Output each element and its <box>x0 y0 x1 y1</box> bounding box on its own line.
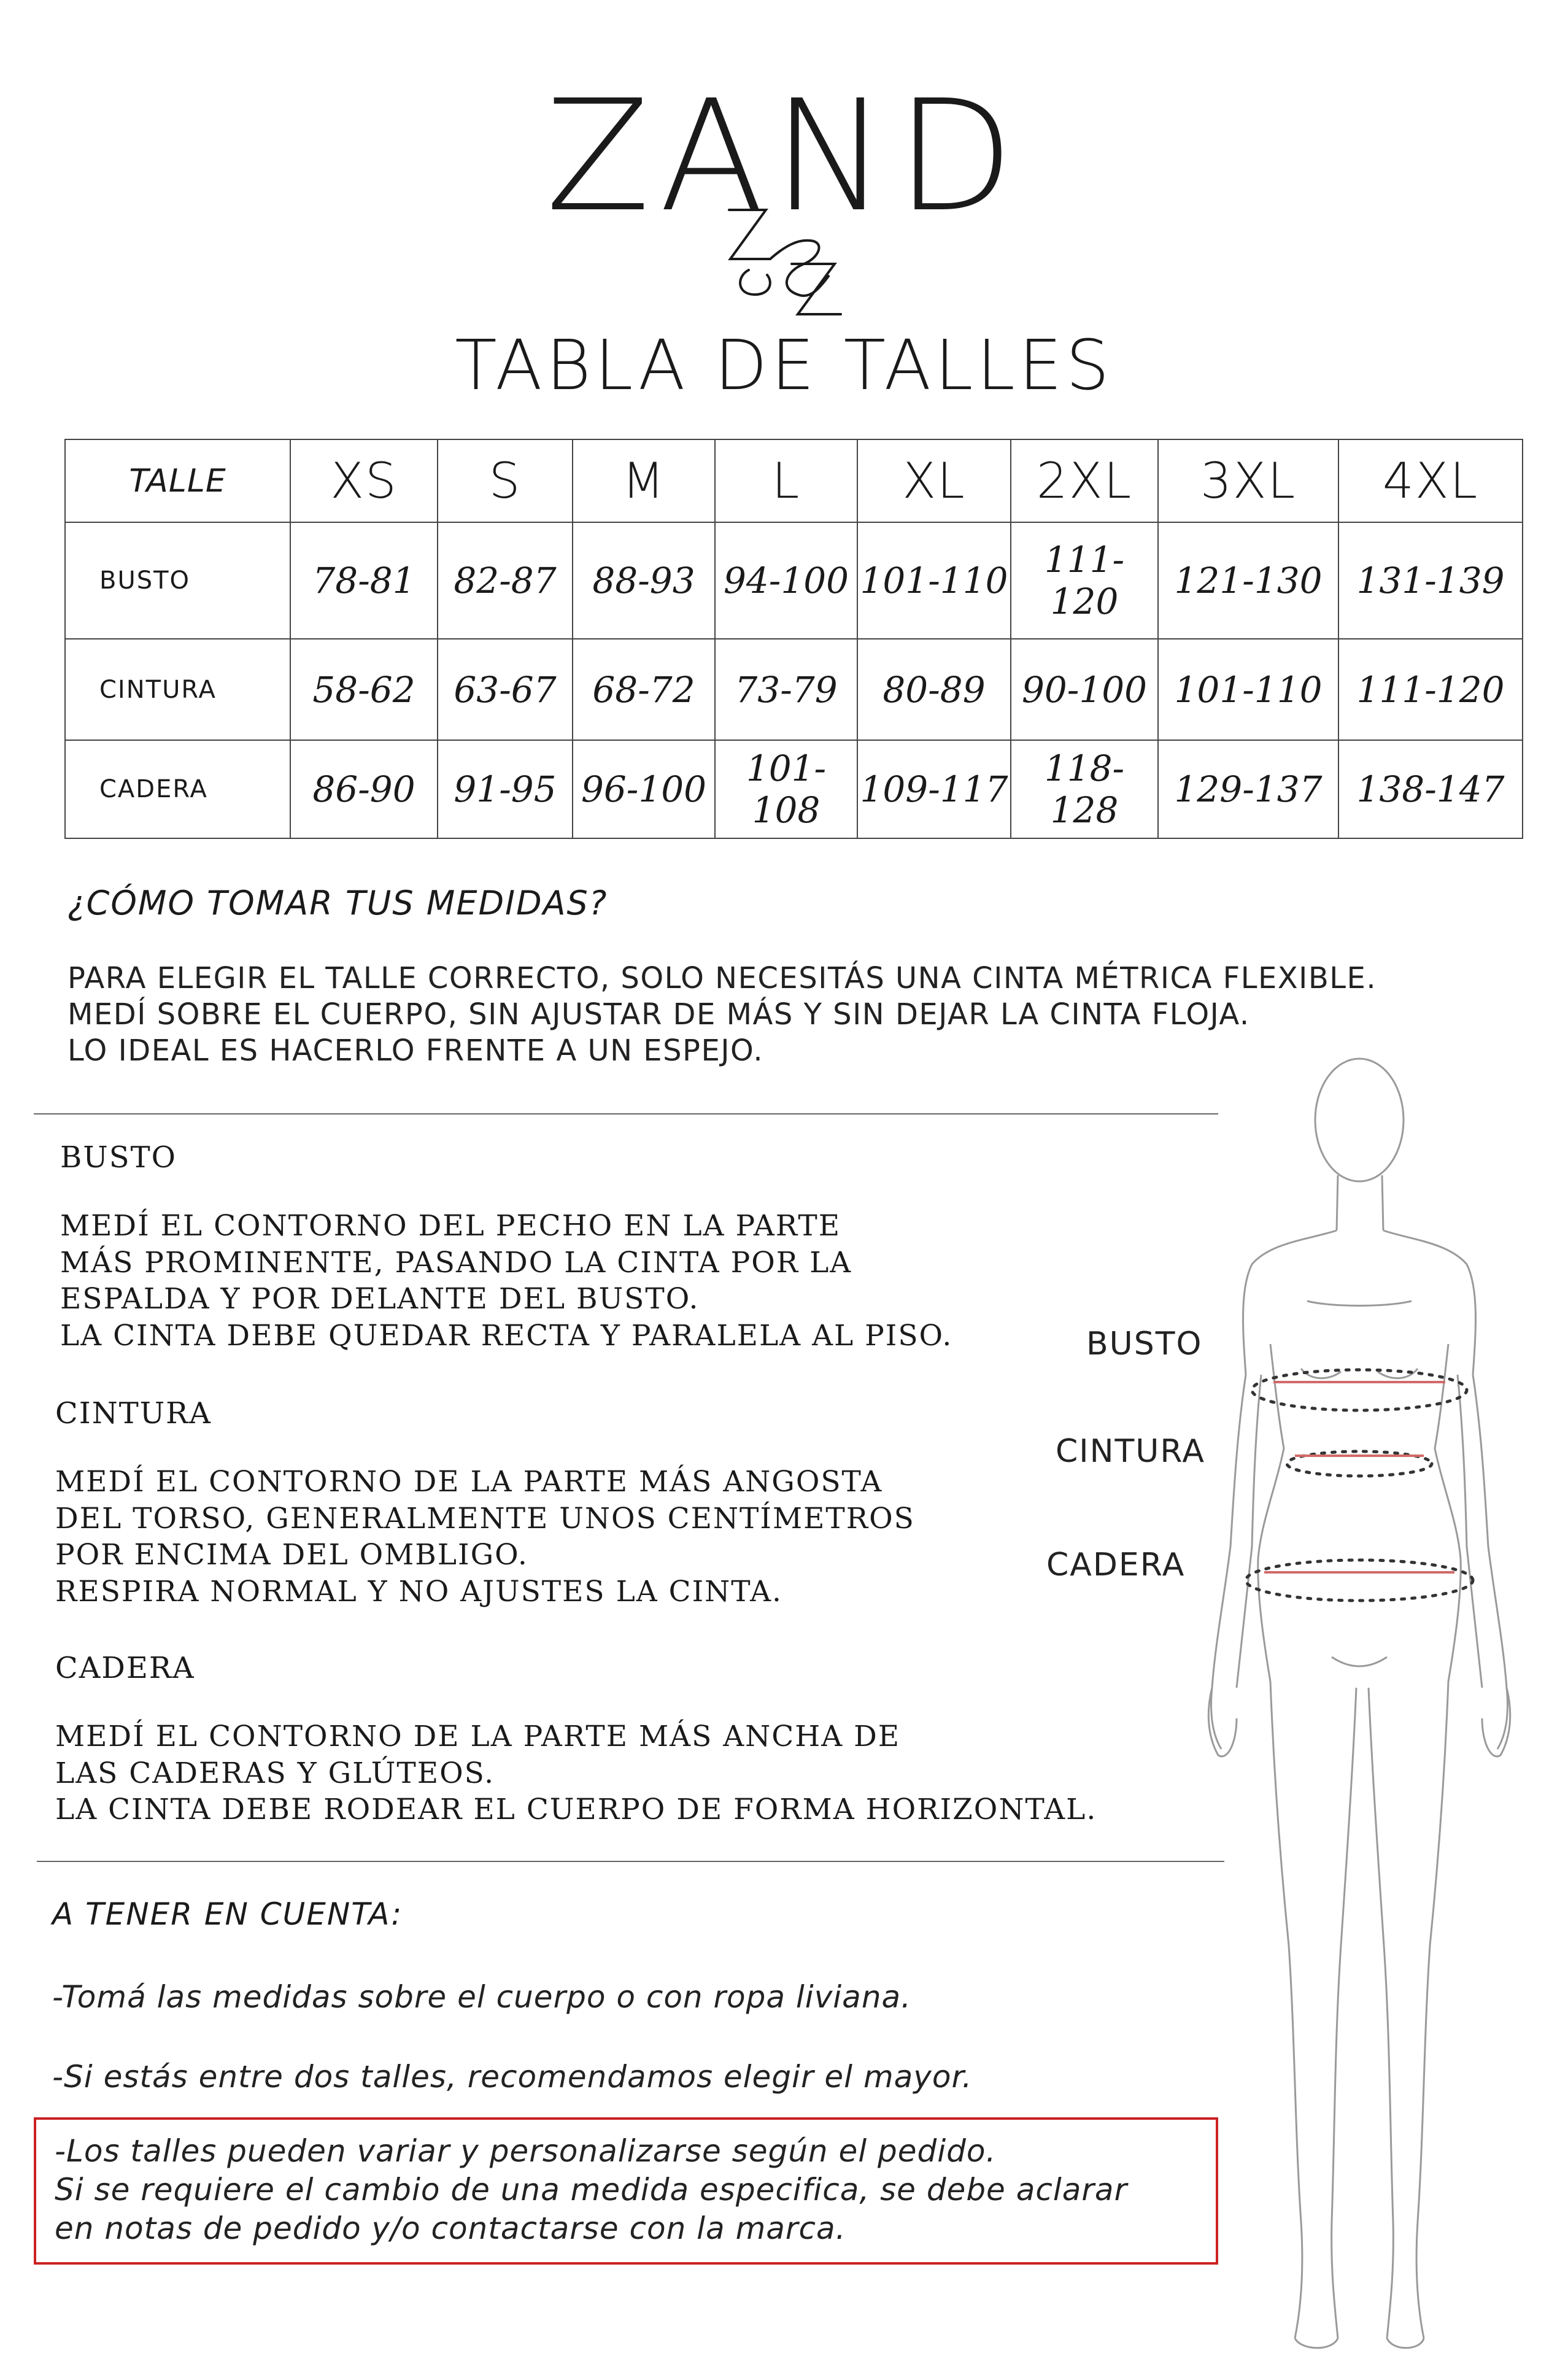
body-line: MÁS PROMINENTE, PASANDO LA CINTA POR LA <box>60 1245 852 1280</box>
table-cell: 68-72 <box>573 639 715 740</box>
size-header: 3XL <box>1158 439 1338 522</box>
size-header: M <box>573 439 715 522</box>
figure-label-cintura: CINTURA <box>1056 1433 1205 1470</box>
table-cell: 82-87 <box>438 522 573 639</box>
note-box-line: -Los talles pueden variar y personalizarse según el pedido. <box>55 2133 997 2169</box>
body-line: LA CINTA DEBE RODEAR EL CUERPO DE FORMA HORIZONTAL. <box>55 1793 1097 1827</box>
intro-line: MEDÍ SOBRE EL CUERPO, SIN AJUSTAR DE MÁS Y SIN DEJAR LA CINTA FLOJA. <box>68 997 1250 1032</box>
header-label: TALLE <box>65 439 290 522</box>
table-cell: 78-81 <box>290 522 438 639</box>
section-title-busto: BUSTO <box>60 1140 177 1175</box>
table-cell: 80-89 <box>857 639 1011 740</box>
table-cell: 121-130 <box>1158 522 1338 639</box>
body-line: MEDÍ EL CONTORNO DEL PECHO EN LA PARTE <box>60 1209 841 1243</box>
body-figure-illustration <box>1203 1056 1522 2357</box>
section-title-cadera: CADERA <box>55 1651 195 1685</box>
brand-monogram-icon <box>712 203 853 325</box>
size-header: 2XL <box>1011 439 1158 522</box>
size-header: XL <box>857 439 1011 522</box>
table-cell: 129-137 <box>1158 740 1338 838</box>
body-line: POR ENCIMA DEL OMBLIGO. <box>55 1538 528 1572</box>
highlighted-note-box <box>34 2117 1218 2265</box>
note-item: -Si estás entre dos talles, recomendamos elegir el mayor. <box>52 2059 973 2095</box>
table-row <box>65 740 1523 838</box>
table-row <box>65 639 1523 740</box>
body-line: RESPIRA NORMAL Y NO AJUSTES LA CINTA. <box>55 1575 782 1609</box>
body-line: MEDÍ EL CONTORNO DE LA PARTE MÁS ANGOSTA <box>55 1465 883 1499</box>
body-line: LAS CADERAS Y GLÚTEOS. <box>55 1756 495 1790</box>
howto-title: ¿CÓMO TOMAR TUS MEDIDAS? <box>68 884 608 922</box>
table-cell: 111-120 <box>1011 522 1158 639</box>
size-header: S <box>438 439 573 522</box>
table-cell: 73-79 <box>715 639 857 740</box>
table-cell: 138-147 <box>1338 740 1523 838</box>
body-line: LA CINTA DEBE QUEDAR RECTA Y PARALELA AL PISO. <box>60 1319 953 1353</box>
body-line: MEDÍ EL CONTORNO DE LA PARTE MÁS ANCHA DE <box>55 1720 901 1753</box>
table-cell: 91-95 <box>438 740 573 838</box>
figure-label-cadera: CADERA <box>1046 1547 1186 1583</box>
brand-logo-text: ZAND <box>545 67 1023 245</box>
table-cell: 94-100 <box>715 522 857 639</box>
table-cell: 101-110 <box>1158 639 1338 740</box>
body-line: DEL TORSO, GENERALMENTE UNOS CENTÍMETROS <box>55 1501 915 1536</box>
howto-intro <box>68 960 1377 1069</box>
table-cell: 101-108 <box>715 740 857 838</box>
table-cell: 131-139 <box>1338 522 1523 639</box>
notes-title: A TENER EN CUENTA: <box>52 1896 403 1932</box>
row-label: BUSTO <box>65 522 290 639</box>
intro-line: LO IDEAL ES HACERLO FRENTE A UN ESPEJO. <box>68 1033 764 1068</box>
table-cell: 86-90 <box>290 740 438 838</box>
table-cell: 88-93 <box>573 522 715 639</box>
section-title-cintura: CINTURA <box>55 1396 212 1431</box>
section-body-cintura <box>55 1464 915 1610</box>
table-cell: 96-100 <box>573 740 715 838</box>
table-cell: 109-117 <box>857 740 1011 838</box>
divider <box>37 1861 1224 1862</box>
table-cell: 118-128 <box>1011 740 1158 838</box>
page-title: TABLA DE TALLES <box>455 326 1113 406</box>
table-cell: 90-100 <box>1011 639 1158 740</box>
body-line: ESPALDA Y POR DELANTE DEL BUSTO. <box>60 1282 700 1316</box>
size-header: L <box>715 439 857 522</box>
figure-label-busto: BUSTO <box>1086 1326 1203 1362</box>
size-header: 4XL <box>1338 439 1523 522</box>
size-header: XS <box>290 439 438 522</box>
table-cell: 63-67 <box>438 639 573 740</box>
note-box-line: Si se requiere el cambio de una medida especifica, se debe aclarar <box>55 2172 1128 2208</box>
intro-line: PARA ELEGIR EL TALLE CORRECTO, SOLO NECESITÁS UNA CINTA MÉTRICA FLEXIBLE. <box>68 961 1377 995</box>
section-body-cadera <box>55 1718 1097 1828</box>
table-row <box>65 522 1523 639</box>
divider <box>34 1113 1218 1115</box>
row-label: CINTURA <box>65 639 290 740</box>
note-box-line: en notas de pedido y/o contactarse con la marca. <box>55 2211 846 2246</box>
note-item: -Tomá las medidas sobre el cuerpo o con ropa liviana. <box>52 1979 912 2015</box>
row-label: CADERA <box>65 740 290 838</box>
table-cell: 111-120 <box>1338 639 1523 740</box>
table-cell: 58-62 <box>290 639 438 740</box>
section-body-busto <box>60 1208 952 1354</box>
size-table <box>64 439 1523 839</box>
table-cell: 101-110 <box>857 522 1011 639</box>
table-header-row <box>65 439 1523 522</box>
